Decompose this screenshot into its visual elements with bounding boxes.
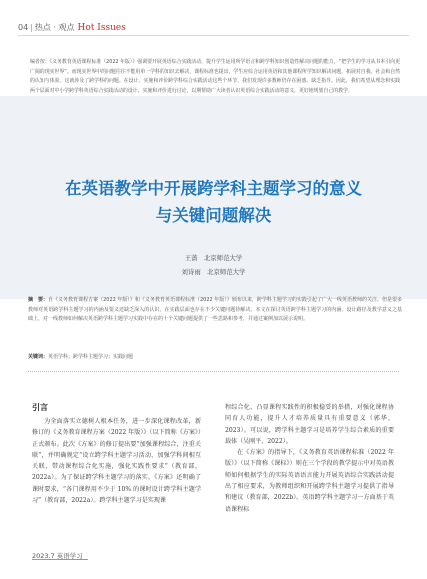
page-number: 04: [18, 23, 29, 32]
abstract: [28, 296, 402, 325]
running-header: [18, 22, 126, 33]
title-line-1: 在英语教学中开展跨学科主题学习的意义: [65, 179, 362, 198]
footer-issue: 2023.7 英语学习: [32, 552, 83, 560]
paragraph: 在《方案》的指导下，《义务教育英语课程标准（2022 年版）》（以下简称《课标》）则在三个学段的教学提示中对英语教师如何根据学生的实际英语语言能力开展英语综合实践活动提出了相应要求，为教师组织和开展跨学科主题学习提供了指导和建议（教育部，2022b）。英语跨学科主题学习一方面基于英语课程标: [225, 449, 394, 513]
author-list: [0, 251, 427, 279]
article-title: [20, 175, 407, 229]
title-line-2: 与关键问题解决: [155, 206, 272, 225]
editor-note: 编者按：《义务教育英语课程标准（2022 年版）》强调要开展英语综合实践活动，提升学生运用所学语言和跨学科知识创造性解决问题的能力，“把学生的学习从书本引向更广阔的现实世界”。而现实世界中的问题往往不能用单一学科的知识去解决，课程标准也提出，学生应综合运用英语和其他课程所学知识解决问题，拓展对自我、社会和自然的认知与体验。这就涉及了跨学科的问题。在设计、实施和评价跨学科综合实践活动这些个环节，我们发现许多教师仍存在困惑、缺乏指导。因此，我们希望从理念和实践两个层面对中小学跨学科英语综合实践活动的设计、实施和评价进行讨论，以期帮助广大读者认识英语综合实践活动的意义，更好地规划自己的教学。: [30, 59, 400, 95]
keywords-label: 关键词：: [28, 354, 49, 360]
keywords: [28, 353, 402, 360]
body-column-right: [225, 402, 394, 515]
section-name-en: Hot Issues: [77, 23, 126, 33]
header-rule: [18, 35, 409, 36]
section-divider: [28, 371, 399, 372]
intro-heading: 引言: [32, 403, 48, 412]
abstract-text: 自《义务教育课程方案（2022 年版）》和《义务教育英语课程标准（2022 年版）》颁布以来，跨学科主题学习的实践引起了广大一线英语教师的关注。但是很多教师对英语跨学科主题学习的内涵及要义还缺乏深入的认识，在实践层面也存在不少关键问题待解决。本文在探讨英语跨学科主题学习的内涵、设计路径及教学意义之基础上，对一线教师如何解决英语跨学科主题学习实践中存在的十个关键问题提供了一些思路和参考，并通过案例加以展示说明。: [28, 297, 402, 322]
author-1: 王蔷 北京师范大学: [184, 254, 243, 262]
abstract-label: 摘 要：: [28, 297, 49, 303]
section-name-cn: 热点 · 观点: [34, 23, 75, 32]
body-column-left: [32, 416, 201, 506]
paragraph: 为全面落实立德树人根本任务，进一步深化课程改革，新修订的《义务教育课程方案（2022 年版）》（以下简称《方案》）正式颁布。此次《方案》的修订提出要“加强课程综合，注重关联”，并明确规定“设立跨学科主题学习活动，加强学科间相互关联，带动课程综合化实施，强化实践性要求”（教育部，2022a）。为了保证跨学科主题学习的落实，《方案》还明确了课时要求，“各门课程用不少于 10% 的课时设计跨学科主题学习”（教育部，2022a）。跨学科主题学习是实现课: [32, 418, 201, 505]
keywords-text: 英语学科；跨学科主题学习；实践问题: [48, 354, 134, 360]
author-2: 刘诗雨 北京师范大学: [181, 268, 246, 276]
paragraph: 程综合化、凸显课程实践性的积极稳妥的举措，对强化课程协同育人功能，提升人才培养质量具有重要意义（郭华，2023）。可以说，跨学科主题学习是培养学生综合素质的重要载体（吴刚平，2022）。: [225, 404, 394, 445]
header-separator: |: [30, 23, 33, 32]
footer-rule: [32, 559, 88, 560]
abstract-block: [28, 296, 402, 346]
